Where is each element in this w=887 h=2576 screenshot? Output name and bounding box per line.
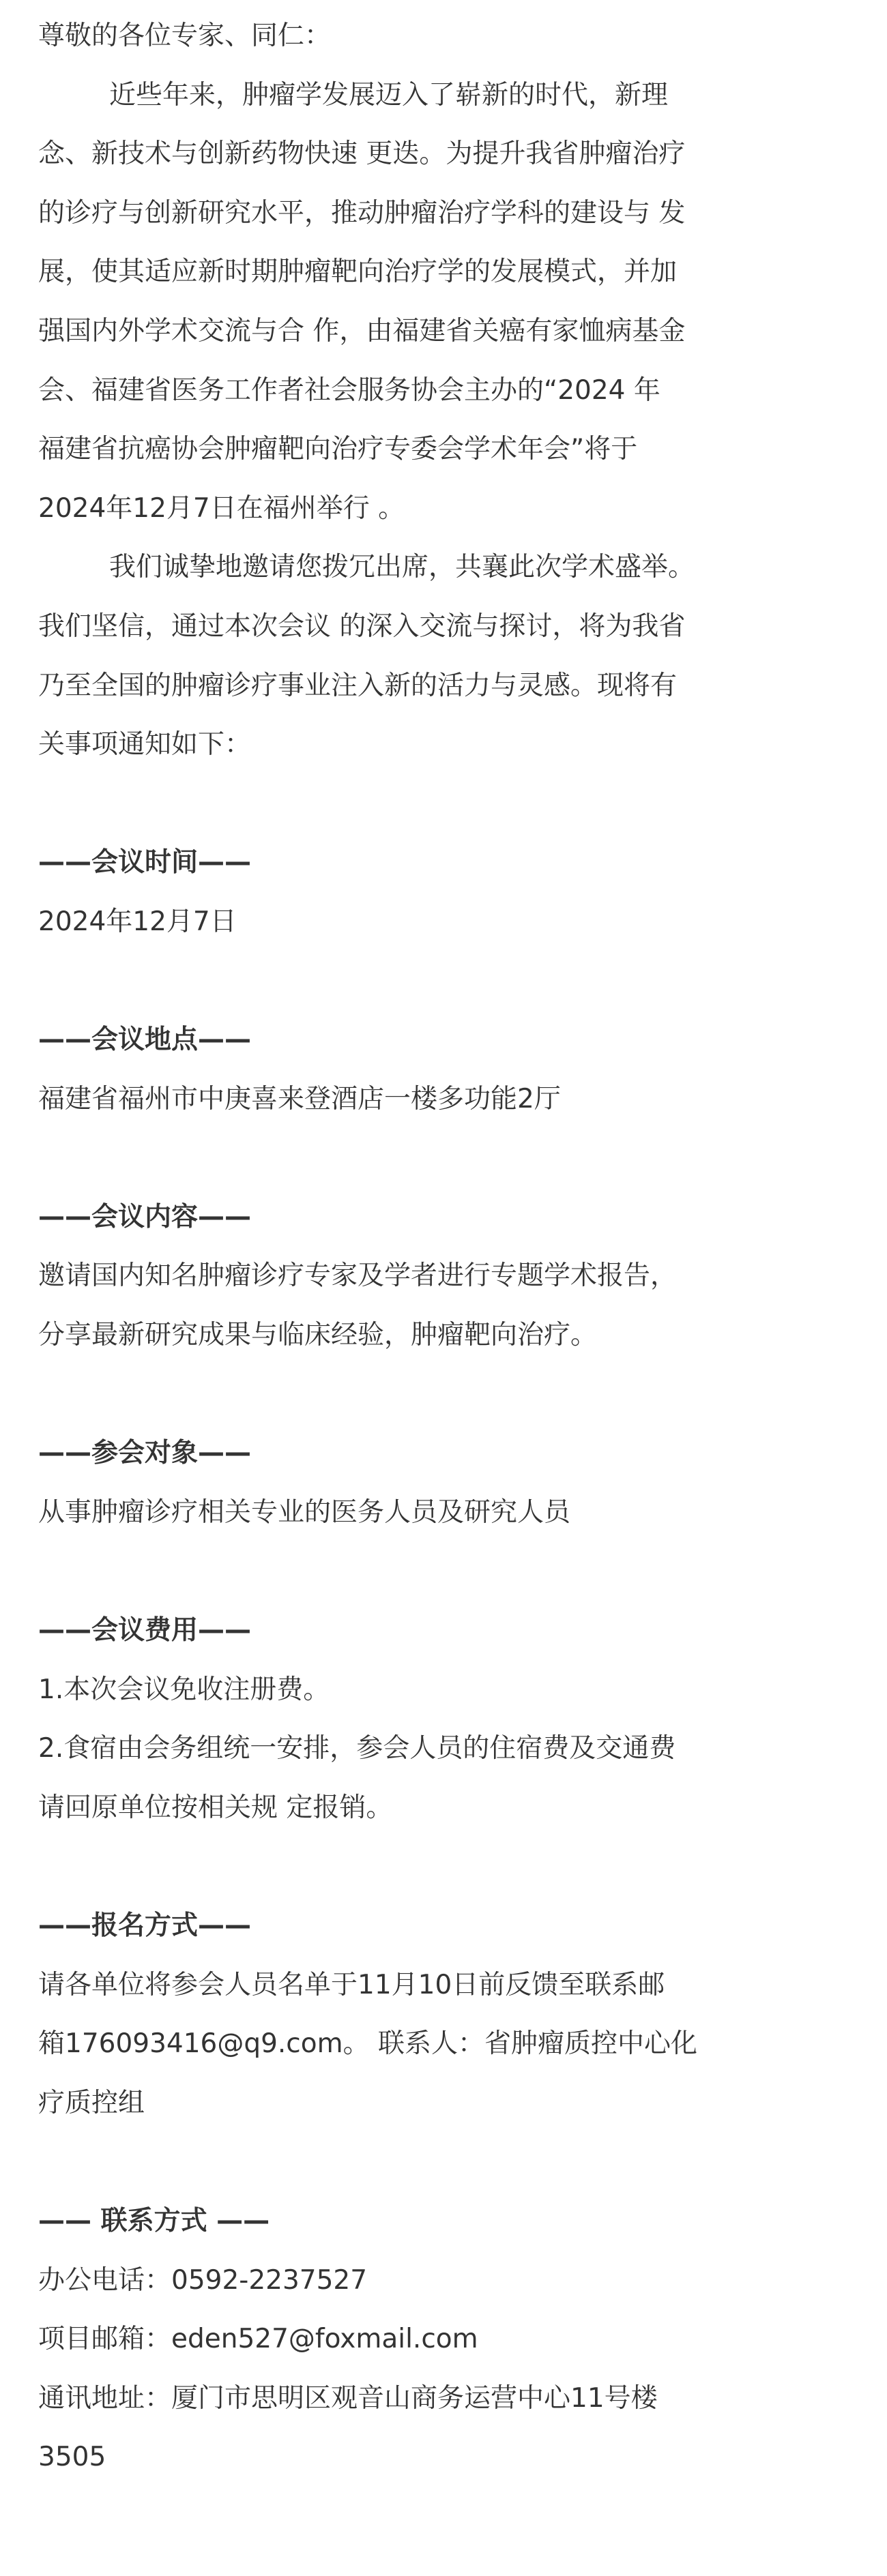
section-registration — [38, 1897, 849, 2133]
office-phone: 办公电话：0592-2237527 — [38, 2264, 368, 2296]
section-heading: ——报名方式—— — [38, 1910, 252, 1941]
section-heading: ——会议地点—— — [38, 1024, 252, 1056]
fee-line: 1.本次会议免收注册费。 — [38, 1674, 330, 1705]
paragraph-line: 强国内外学术交流与合 作，由福建省关癌有家恤病基金 — [38, 315, 686, 346]
section-meeting-content — [38, 1188, 849, 1365]
section-heading: ——参会对象—— — [38, 1438, 252, 1469]
content-line: 邀请国内知名肿瘤诊疗专家及学者进行专题学术报告， — [38, 1260, 678, 1292]
section-heading: ——会议内容—— — [38, 1201, 252, 1232]
paragraph-line: 乃至全国的肿瘤诊疗事业注入新的活力与灵感。现将有 — [38, 670, 678, 701]
paragraph-line: 会、福建省医务工作者社会服务协会主办的“2024 年 — [38, 374, 660, 406]
meeting-date: 2024年12月7日 — [38, 906, 237, 937]
paragraph-line: 福建省抗癌协会肿瘤靶向治疗专委会学术年会”将于 — [38, 434, 638, 465]
paragraph-line: 我们诚挚地邀请您拨冗出席，共襄此次学术盛举。 — [109, 552, 695, 583]
section-fees — [38, 1601, 849, 1837]
section-heading: —— 联系方式 —— — [38, 2205, 270, 2236]
paragraph-line: 念、新技术与创新药物快速 更迭。为提升我省肿瘤治疗 — [38, 138, 686, 170]
paragraph-line: 我们坚信，通过本次会议 的深入交流与探讨，将为我省 — [38, 610, 686, 642]
paragraph-line: 2024年12月7日在福州举行 。 — [38, 492, 405, 524]
section-meeting-time — [38, 833, 849, 951]
paragraph-line: 近些年来，肿瘤学发展迈入了崭新的时代，新理 — [109, 79, 669, 110]
fee-line: 2.食宿由会务组统一安排，参会人员的住宿费及交通费 — [38, 1733, 676, 1764]
section-audience — [38, 1424, 849, 1542]
meeting-venue: 福建省福州市中庚喜来登酒店一楼多功能2厅 — [38, 1083, 561, 1114]
content-line: 分享最新研究成果与临床经验，肿瘤靶向治疗。 — [38, 1320, 598, 1351]
mailing-address: 3505 — [38, 2442, 106, 2473]
project-email: 项目邮箱：eden527@foxmail.com — [38, 2324, 478, 2355]
paragraph-line: 关事项通知如下： — [38, 729, 252, 760]
intro-paragraph — [38, 66, 849, 539]
registration-line: 疗质控组 — [38, 2087, 145, 2118]
registration-line: 箱176093416@q9.com。 联系人：省肿瘤质控中心化 — [38, 2028, 697, 2060]
section-heading: ——会议费用—— — [38, 1615, 252, 1646]
section-contact — [38, 2192, 849, 2487]
mailing-address: 通讯地址：厦门市思明区观音山商务运营中心11号楼 — [38, 2382, 658, 2414]
section-meeting-venue — [38, 1011, 849, 1129]
section-heading: ——会议时间—— — [38, 847, 252, 878]
registration-line: 请各单位将参会人员名单于11月10日前反馈至联系邮 — [38, 1969, 665, 2000]
fee-line: 请回原单位按相关规 定报销。 — [38, 1792, 393, 1823]
paragraph-line: 的诊疗与创新研究水平，推动肿瘤治疗学科的建设与 发 — [38, 197, 686, 228]
greeting: 尊敬的各位专家、同仁： — [38, 20, 332, 51]
audience-line: 从事肿瘤诊疗相关专业的医务人员及研究人员 — [38, 1496, 571, 1528]
invite-paragraph — [38, 538, 849, 774]
paragraph-line: 展，使其适应新时期肿瘤靶向治疗学的发展模式，并加 — [38, 256, 678, 288]
